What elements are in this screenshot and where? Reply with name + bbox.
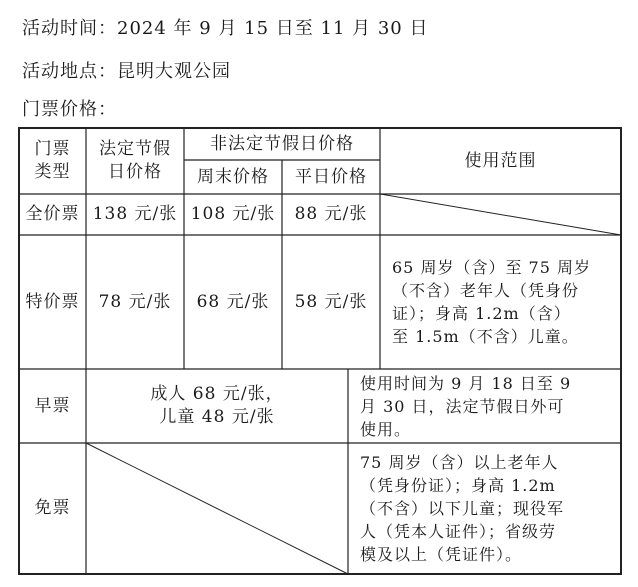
row-special-price-name: 特价票	[25, 291, 80, 312]
header-weekday-price: 平日价格	[295, 166, 367, 187]
row-free-ticket-name: 免票	[34, 498, 71, 518]
header-nonholiday-price: 非法定节假日价格	[210, 133, 354, 154]
row-early-ticket-name: 早票	[34, 395, 71, 416]
full-weekday-price: 88 元/张	[294, 204, 368, 224]
header-ticket-type: 门票 类型	[34, 139, 71, 182]
full-weekend-price: 108 元/张	[190, 204, 276, 224]
special-weekend-price: 68 元/张	[196, 291, 270, 312]
full-holiday-price: 138 元/张	[92, 204, 178, 224]
ticket-price-table	[18, 127, 622, 575]
header-weekend-price: 周末价格	[197, 166, 269, 187]
special-usage-scope: 65 周岁（含）至 75 周岁 （不含）老年人（凭身份 证）；身高 1.2m（含） 至 1.5m（不含）儿童。	[392, 258, 591, 346]
header-holiday-price: 法定节假 日价格	[99, 139, 171, 182]
row-full-price-name: 全价票	[25, 204, 80, 224]
ticket-price-heading: 门票价格：	[22, 99, 117, 120]
special-holiday-price: 78 元/张	[98, 291, 172, 312]
free-usage-scope: 75 周岁（含）以上老年人 （凭身份证）；身高 1.2m （不含）以下儿童；现役军 人（凭本人证件）；省级劳 模及以上（凭证件）。	[360, 453, 565, 564]
activity-time: 活动时间：2024 年 9 月 15 日至 11 月 30 日	[22, 18, 429, 39]
special-weekday-price: 58 元/张	[294, 291, 368, 312]
early-ticket-price: 成人 68 元/张， 儿童 48 元/张	[150, 384, 284, 427]
header-usage-scope: 使用范围	[464, 150, 537, 171]
early-usage-scope: 使用时间为 9 月 18 日至 9 月 30 日，法定节假日外可 使用。	[360, 373, 572, 439]
activity-location: 活动地点：昆明大观公园	[22, 61, 231, 82]
